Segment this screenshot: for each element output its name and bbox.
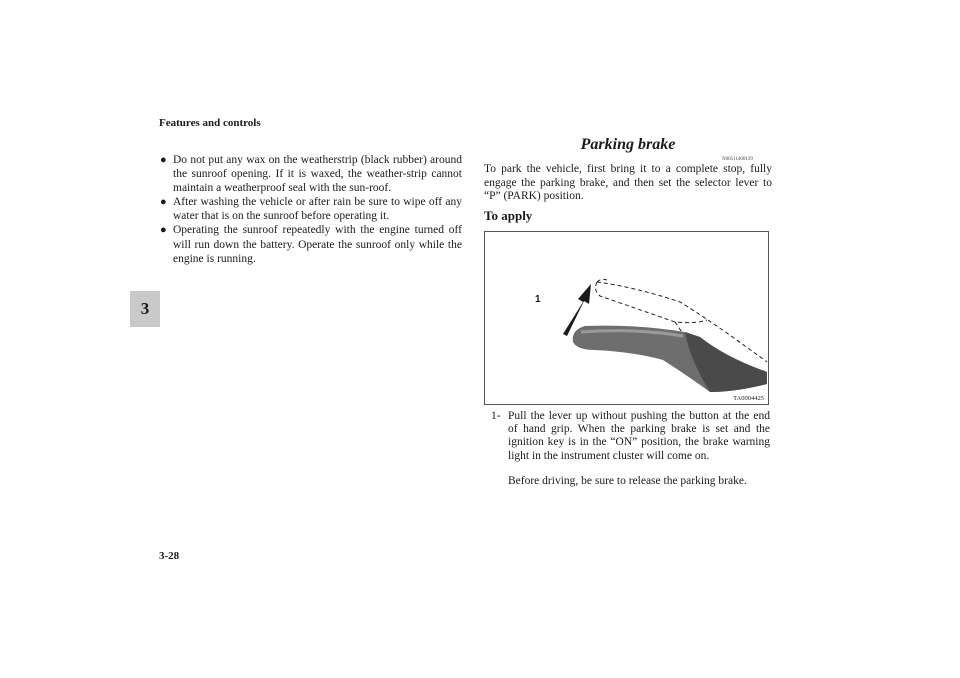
section-code: N00511400139 [722,157,753,162]
parking-brake-lever-icon [485,232,768,404]
running-header: Features and controls [159,117,261,129]
list-item-text: Operating the sunroof repeatedly with the engine turned off will run down the battery. Operate the sunroof only while the engine is running. [173,224,462,265]
chapter-number: 3 [140,299,150,318]
intro-paragraph: To park the vehicle, first bring it to a complete stop, fully engage the parking brake, and then set the selector lever to “P” (PARK) position. [484,163,772,202]
list-item [160,195,462,223]
steps-list [491,410,770,488]
page-number: 3-28 [159,550,180,562]
list-item [491,410,770,463]
bullet-icon: ● [160,196,167,209]
subheading: To apply [484,208,533,223]
list-item [160,223,462,265]
bullet-icon: ● [160,224,167,237]
list-item [160,153,462,195]
list-item-text: After washing the vehicle or after rain be sure to wipe off any water that is on the sunroof before operating it. [173,196,462,223]
left-column [160,153,462,266]
figure-code: TA0004425 [733,395,764,402]
figure-callout-1: 1 [535,294,541,305]
step-number: 1- [491,410,501,422]
list-item-text: Do not put any wax on the weatherstrip (black rubber) around the sunroof opening. If it is waxed, the weather-strip cannot maintain a weatherproof seal with the sun-roof. [173,154,462,195]
chapter-tab [130,291,160,327]
note-text: Before driving, be sure to release the parking brake. [508,474,747,487]
parking-brake-illustration [484,231,769,405]
bullet-icon: ● [160,154,167,166]
section-title: Parking brake [580,136,676,153]
step-text: Pull the lever up without pushing the button at the end of hand grip. When the parking brake is set and the ignition key is in the “ON” position, the brake warning light in the instrument cluster will come on. [508,410,770,462]
